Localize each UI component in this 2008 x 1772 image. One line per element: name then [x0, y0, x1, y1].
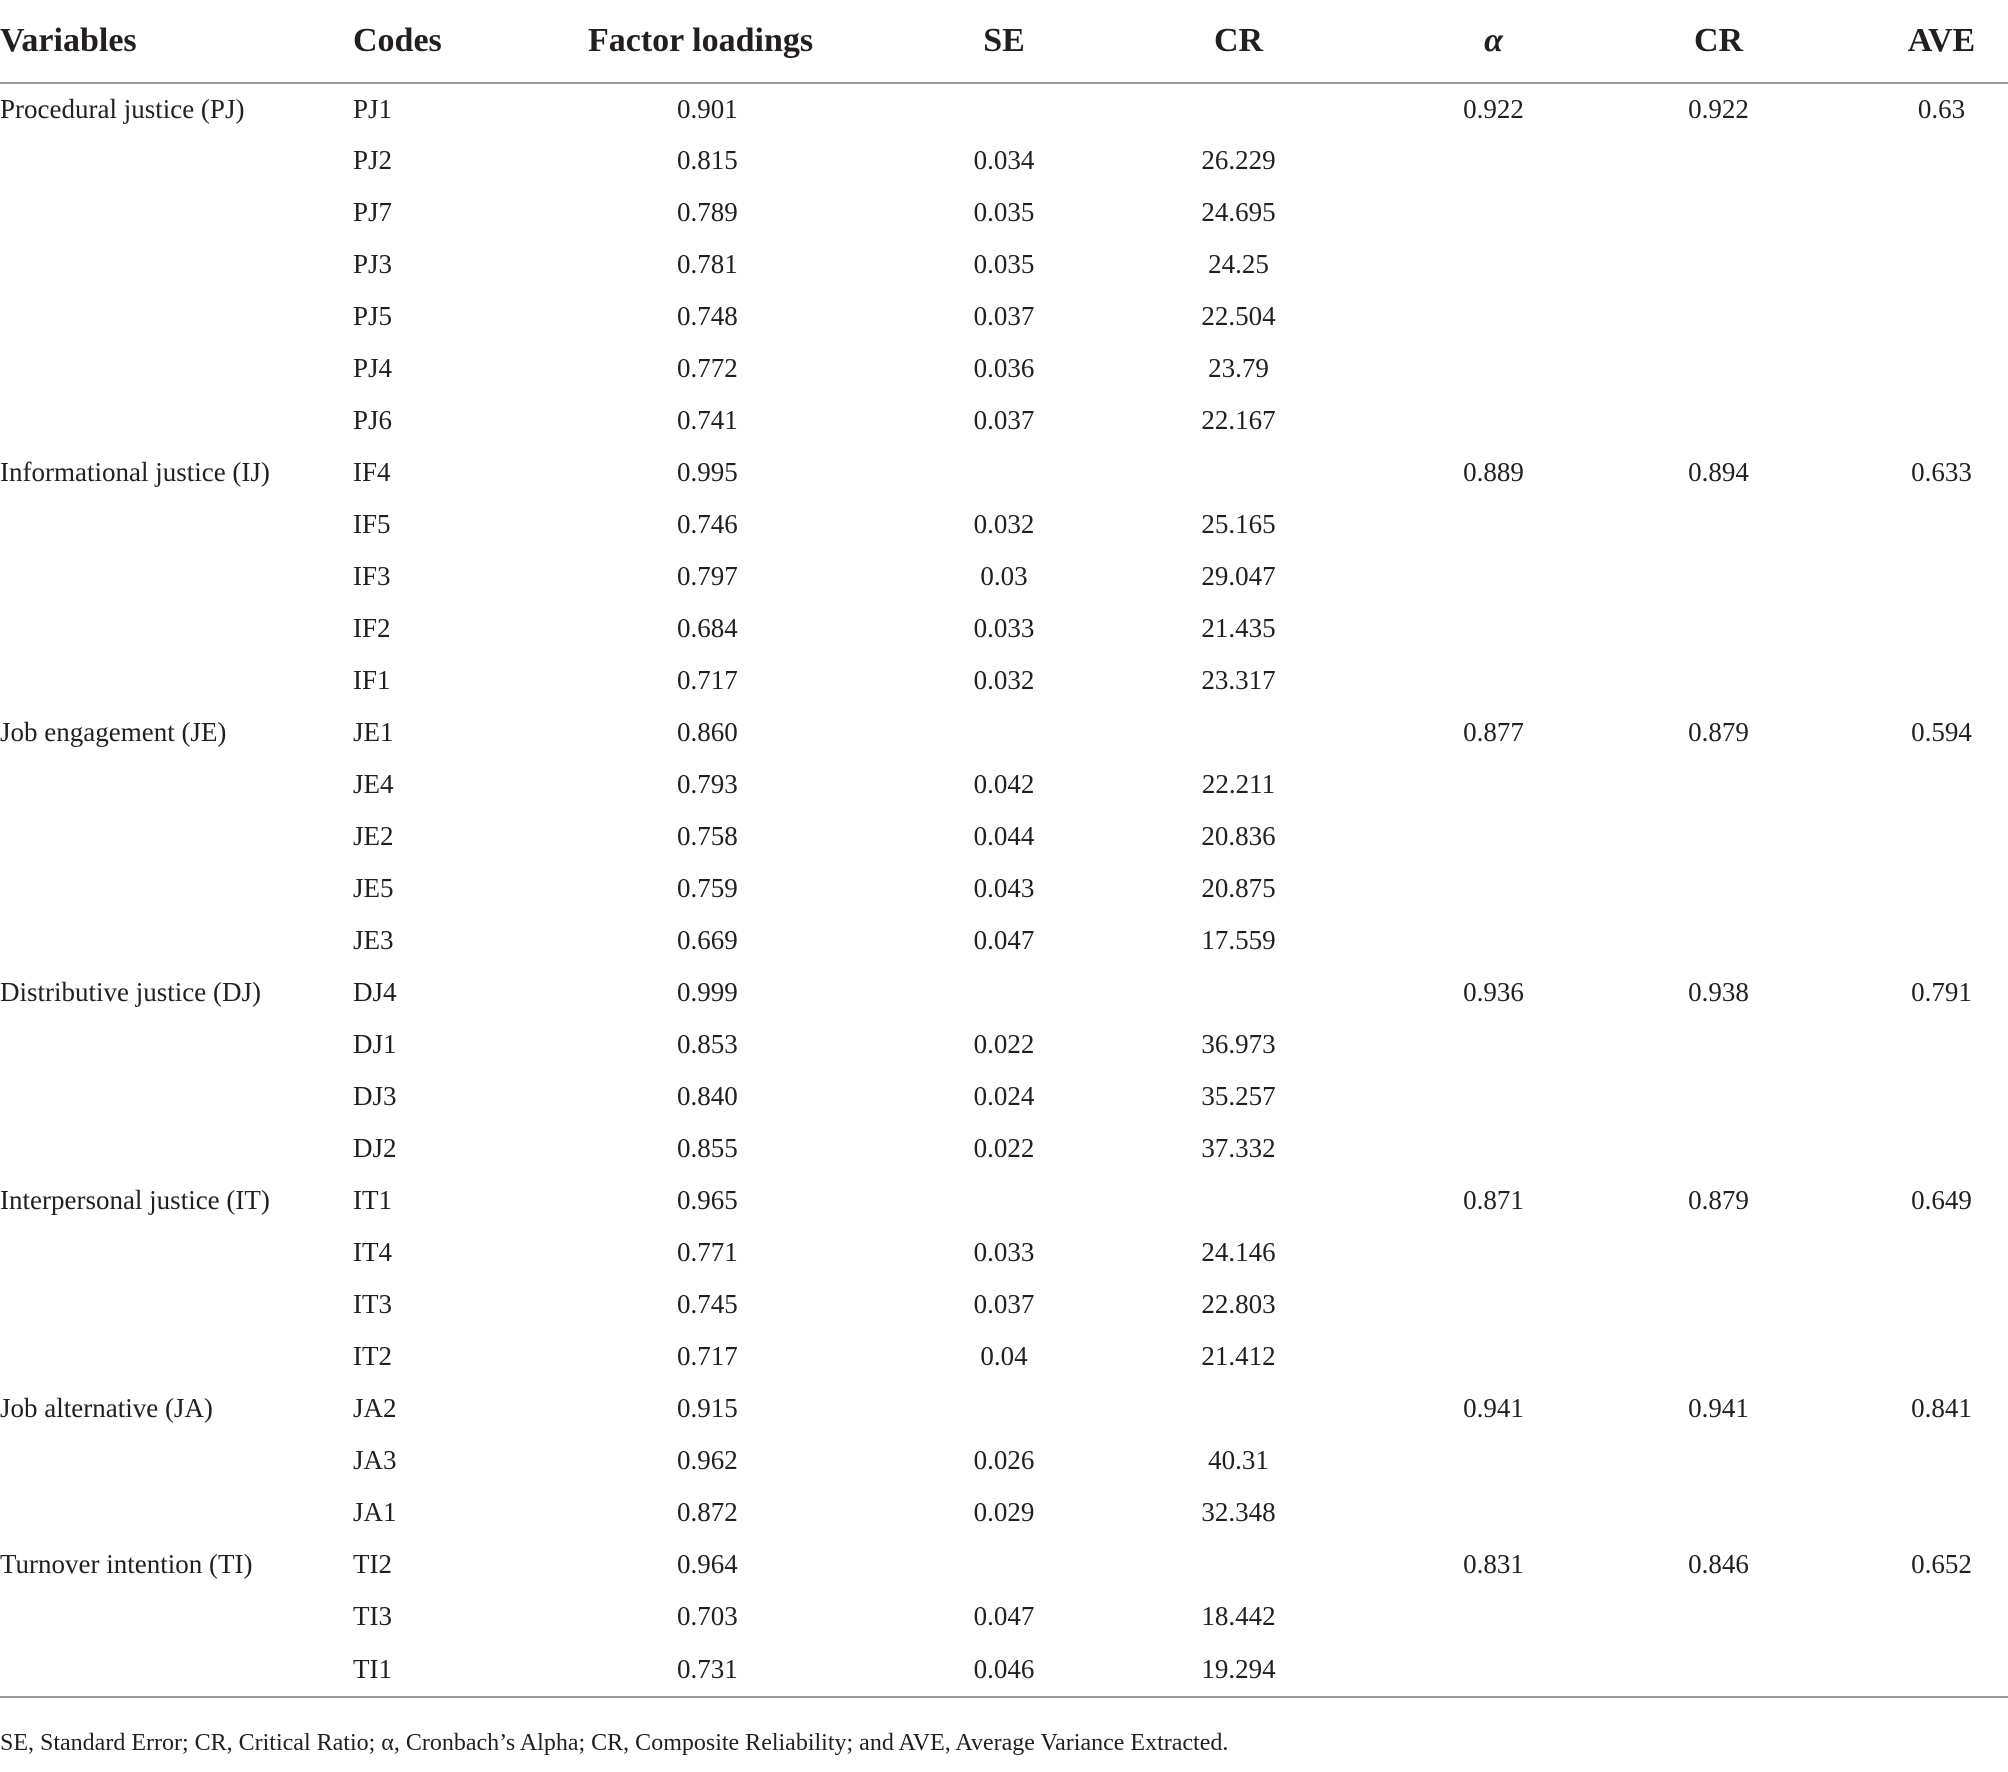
factor-loading-cell: 0.872	[677, 1496, 738, 1527]
code-cell: TI3	[353, 1600, 392, 1631]
code-cell: JE1	[353, 716, 394, 747]
ave-cell	[1785, 654, 2008, 706]
factor-loading-cell: 0.731	[570, 1642, 870, 1697]
table-row	[0, 1642, 2008, 1697]
composite-reliability-cell: 0.938	[1688, 976, 1749, 1007]
composite-reliability-cell: 0.894	[1688, 456, 1749, 487]
critical-ratio-cell: 32.348	[1201, 1496, 1276, 1527]
alpha-cell	[1355, 862, 1580, 914]
factor-loading-cell: 0.746	[677, 508, 738, 539]
composite-reliability-cell	[1580, 1486, 1785, 1538]
alpha-cell	[1355, 394, 1580, 446]
se-cell	[870, 1174, 1070, 1226]
table-row	[0, 1434, 2008, 1486]
critical-ratio-cell: 24.25	[1208, 248, 1269, 279]
table-row	[0, 186, 2008, 238]
header-variables: Variables	[0, 0, 340, 83]
variable-cell	[0, 602, 340, 654]
table-row	[0, 1174, 2008, 1226]
code-cell: IT2	[353, 1340, 392, 1371]
critical-ratio-cell: 23.79	[1208, 352, 1269, 383]
critical-ratio-cell: 37.332	[1201, 1132, 1276, 1163]
composite-reliability-cell	[1580, 810, 1785, 862]
code-cell: PJ3	[353, 248, 393, 279]
factor-loading-cell: 0.901	[677, 93, 738, 124]
critical-ratio-cell: 20.875	[1201, 872, 1276, 903]
composite-reliability-cell	[1580, 1330, 1785, 1382]
alpha-cell	[1355, 1434, 1580, 1486]
alpha-cell	[1355, 914, 1580, 966]
header-factor-loadings: Factor loadings	[570, 0, 870, 83]
alpha-cell: 0.889	[1463, 456, 1524, 487]
code-cell: PJ1	[353, 93, 393, 124]
code-cell: IT3	[353, 1288, 392, 1319]
se-cell: 0.047	[973, 1600, 1035, 1631]
code-cell: JA2	[353, 1392, 397, 1423]
alpha-cell: 0.936	[1463, 976, 1524, 1007]
variable-cell	[0, 1070, 340, 1122]
table-row	[0, 342, 2008, 394]
critical-ratio-cell: 22.167	[1201, 404, 1276, 435]
composite-reliability-cell: 0.941	[1688, 1392, 1749, 1423]
alpha-cell	[1355, 1486, 1580, 1538]
table-row	[0, 758, 2008, 810]
variable-cell	[0, 1122, 340, 1174]
table-row	[0, 1590, 2008, 1642]
variable-cell	[0, 342, 340, 394]
se-cell: 0.029	[973, 1496, 1035, 1527]
variable-cell: Procedural justice (PJ)	[0, 93, 245, 124]
se-cell: 0.026	[973, 1444, 1035, 1475]
composite-reliability-cell	[1580, 498, 1785, 550]
ave-cell	[1785, 394, 2008, 446]
variable-cell	[0, 1434, 340, 1486]
factor-loading-cell: 0.995	[677, 456, 738, 487]
composite-reliability-cell	[1580, 394, 1785, 446]
code-cell: JE3	[353, 924, 394, 955]
factor-loading-cell: 0.855	[677, 1132, 738, 1163]
alpha-cell	[1355, 238, 1580, 290]
code-cell: PJ5	[353, 300, 393, 331]
alpha-cell	[1355, 810, 1580, 862]
variable-cell	[0, 134, 340, 186]
variable-cell: Distributive justice (DJ)	[0, 976, 261, 1007]
ave-cell: 0.652	[1911, 1548, 1972, 1579]
table-row	[0, 290, 2008, 342]
factor-loading-cell: 0.964	[677, 1548, 738, 1579]
factor-loading-cell: 0.669	[677, 924, 738, 955]
critical-ratio-cell: 26.229	[1201, 144, 1276, 175]
variable-cell	[0, 1330, 340, 1382]
factor-loading-cell: 0.793	[677, 768, 738, 799]
se-cell: 0.035	[973, 196, 1035, 227]
composite-reliability-cell	[1580, 1226, 1785, 1278]
se-cell: 0.03	[980, 560, 1028, 591]
composite-reliability-cell	[1580, 134, 1785, 186]
composite-reliability-cell	[1580, 654, 1785, 706]
alpha-cell	[1355, 602, 1580, 654]
se-cell: 0.044	[973, 820, 1035, 851]
composite-reliability-cell	[1580, 602, 1785, 654]
header-composite-reliability: CR	[1580, 0, 1785, 83]
code-cell: JE4	[353, 768, 394, 799]
se-cell: 0.037	[973, 1288, 1035, 1319]
ave-cell: 0.791	[1911, 976, 1972, 1007]
composite-reliability-cell	[1580, 1278, 1785, 1330]
alpha-cell	[1355, 498, 1580, 550]
composite-reliability-cell	[1580, 1122, 1785, 1174]
code-cell: IT4	[353, 1236, 392, 1267]
composite-reliability-cell	[1580, 290, 1785, 342]
alpha-cell	[1355, 1070, 1580, 1122]
factor-loading-cell: 0.789	[677, 196, 738, 227]
table-row	[0, 1226, 2008, 1278]
table-row	[0, 706, 2008, 758]
code-cell: PJ7	[353, 196, 393, 227]
factor-loading-cell: 0.745	[677, 1288, 738, 1319]
se-cell: 0.047	[973, 924, 1035, 955]
table-row	[0, 1070, 2008, 1122]
alpha-cell: 0.831	[1463, 1548, 1524, 1579]
ave-cell	[1785, 1486, 2008, 1538]
factor-loading-cell: 0.840	[677, 1080, 738, 1111]
composite-reliability-cell: 0.879	[1688, 1184, 1749, 1215]
factor-loading-cell: 0.703	[677, 1600, 738, 1631]
factor-loading-cell: 0.965	[677, 1184, 738, 1215]
factor-loading-cell: 0.758	[677, 820, 738, 851]
code-cell: IT1	[353, 1184, 392, 1215]
ave-cell	[1785, 758, 2008, 810]
code-cell: DJ1	[353, 1028, 397, 1059]
se-cell	[870, 83, 1070, 134]
variable-cell	[0, 238, 340, 290]
alpha-cell	[1355, 134, 1580, 186]
ave-cell	[1785, 1590, 2008, 1642]
critical-ratio-cell: 22.803	[1201, 1288, 1276, 1319]
alpha-cell	[1355, 1278, 1580, 1330]
code-cell: IF5	[353, 508, 391, 539]
variable-cell	[0, 1018, 340, 1070]
alpha-cell	[1355, 1122, 1580, 1174]
ave-cell	[1785, 186, 2008, 238]
ave-cell	[1785, 134, 2008, 186]
critical-ratio-cell	[1070, 966, 1355, 1018]
composite-reliability-cell	[1580, 1590, 1785, 1642]
code-cell: IF3	[353, 560, 391, 591]
critical-ratio-cell: 36.973	[1201, 1028, 1276, 1059]
ave-cell: 0.594	[1911, 716, 1972, 747]
table-row	[0, 914, 2008, 966]
composite-reliability-cell: 0.879	[1688, 716, 1749, 747]
critical-ratio-cell: 19.294	[1070, 1642, 1355, 1697]
code-cell: TI1	[340, 1642, 570, 1697]
variable-cell	[0, 654, 340, 706]
composite-reliability-cell	[1580, 342, 1785, 394]
table-row	[0, 238, 2008, 290]
critical-ratio-cell: 24.695	[1201, 196, 1276, 227]
factor-loading-cell: 0.781	[677, 248, 738, 279]
variable-cell: Interpersonal justice (IT)	[0, 1184, 270, 1215]
alpha-cell	[1355, 1330, 1580, 1382]
ave-cell	[1785, 1278, 2008, 1330]
se-cell	[870, 706, 1070, 758]
code-cell: DJ4	[353, 976, 397, 1007]
critical-ratio-cell: 22.504	[1201, 300, 1276, 331]
code-cell: IF1	[353, 664, 391, 695]
ave-cell	[1785, 810, 2008, 862]
ave-cell	[1785, 862, 2008, 914]
se-cell: 0.035	[973, 248, 1035, 279]
factor-loading-cell: 0.772	[677, 352, 738, 383]
variable-cell	[0, 394, 340, 446]
se-cell: 0.037	[973, 404, 1035, 435]
critical-ratio-cell	[1070, 1382, 1355, 1434]
table-header	[0, 0, 2008, 83]
table-row	[0, 1122, 2008, 1174]
factor-loading-cell: 0.759	[677, 872, 738, 903]
factor-loading-cell: 0.717	[677, 1340, 738, 1371]
ave-cell	[1785, 1226, 2008, 1278]
table-row	[0, 654, 2008, 706]
variable-cell	[0, 498, 340, 550]
code-cell: DJ2	[353, 1132, 397, 1163]
alpha-cell: 0.877	[1463, 716, 1524, 747]
ave-cell: 0.649	[1911, 1184, 1972, 1215]
se-cell: 0.036	[973, 352, 1035, 383]
factor-loading-cell: 0.717	[677, 664, 738, 695]
variable-cell: Job engagement (JE)	[0, 716, 227, 747]
composite-reliability-cell	[1580, 914, 1785, 966]
ave-cell: 0.633	[1911, 456, 1972, 487]
composite-reliability-cell	[1580, 1018, 1785, 1070]
code-cell: DJ3	[353, 1080, 397, 1111]
composite-reliability-cell	[1580, 1642, 1785, 1697]
se-cell	[870, 966, 1070, 1018]
critical-ratio-cell	[1070, 706, 1355, 758]
critical-ratio-cell: 24.146	[1201, 1236, 1276, 1267]
alpha-cell	[1355, 1018, 1580, 1070]
alpha-cell	[1355, 1590, 1580, 1642]
alpha-cell	[1355, 654, 1580, 706]
variable-cell: Informational justice (IJ)	[0, 456, 270, 487]
table-row	[0, 1018, 2008, 1070]
ave-cell	[1785, 238, 2008, 290]
se-cell: 0.034	[973, 144, 1035, 175]
composite-reliability-cell	[1580, 186, 1785, 238]
se-cell: 0.022	[973, 1028, 1035, 1059]
table-row	[0, 1486, 2008, 1538]
composite-reliability-cell: 0.922	[1688, 93, 1749, 124]
variable-cell: Job alternative (JA)	[0, 1392, 213, 1423]
se-cell: 0.04	[980, 1340, 1028, 1371]
critical-ratio-cell: 25.165	[1201, 508, 1276, 539]
factor-loading-cell: 0.684	[677, 612, 738, 643]
critical-ratio-cell	[1070, 446, 1355, 498]
ave-cell	[1785, 498, 2008, 550]
alpha-cell	[1355, 186, 1580, 238]
critical-ratio-cell	[1070, 1538, 1355, 1590]
header-alpha: α	[1355, 0, 1580, 83]
se-cell: 0.033	[973, 612, 1035, 643]
critical-ratio-cell	[1070, 1174, 1355, 1226]
ave-cell	[1785, 290, 2008, 342]
table-row	[0, 498, 2008, 550]
code-cell: IF4	[353, 456, 391, 487]
factor-loading-cell: 0.999	[677, 976, 738, 1007]
ave-cell	[1785, 602, 2008, 654]
critical-ratio-cell: 40.31	[1208, 1444, 1269, 1475]
variable-cell	[0, 1278, 340, 1330]
table-row	[0, 1330, 2008, 1382]
critical-ratio-cell: 20.836	[1201, 820, 1276, 851]
variable-cell: Turnover intention (TI)	[0, 1548, 253, 1579]
alpha-cell	[1355, 758, 1580, 810]
critical-ratio-cell: 17.559	[1201, 924, 1276, 955]
composite-reliability-cell	[1580, 238, 1785, 290]
critical-ratio-cell: 21.412	[1201, 1340, 1276, 1371]
se-cell: 0.043	[973, 872, 1035, 903]
composite-reliability-cell: 0.846	[1688, 1548, 1749, 1579]
ave-cell: 0.841	[1911, 1392, 1972, 1423]
table-row	[0, 810, 2008, 862]
ave-cell	[1785, 914, 2008, 966]
header-critical-ratio: CR	[1070, 0, 1355, 83]
factor-loading-cell: 0.962	[677, 1444, 738, 1475]
ave-cell	[1785, 1070, 2008, 1122]
code-cell: JA1	[353, 1496, 397, 1527]
composite-reliability-cell	[1580, 1070, 1785, 1122]
factor-loading-cell: 0.915	[677, 1392, 738, 1423]
code-cell: PJ4	[353, 352, 393, 383]
variable-cell	[0, 914, 340, 966]
critical-ratio-cell: 23.317	[1201, 664, 1276, 695]
factor-loading-cell: 0.860	[677, 716, 738, 747]
se-cell: 0.046	[870, 1642, 1070, 1697]
critical-ratio-cell: 35.257	[1201, 1080, 1276, 1111]
critical-ratio-cell: 29.047	[1201, 560, 1276, 591]
table-row	[0, 1538, 2008, 1590]
se-cell	[870, 446, 1070, 498]
se-cell: 0.032	[973, 508, 1035, 539]
table-body	[0, 83, 2008, 1697]
se-cell	[870, 1382, 1070, 1434]
code-cell: IF2	[353, 612, 391, 643]
table-row	[0, 1278, 2008, 1330]
factor-loading-cell: 0.771	[677, 1236, 738, 1267]
variable-cell	[0, 758, 340, 810]
code-cell: PJ2	[353, 144, 393, 175]
factor-loading-cell: 0.748	[677, 300, 738, 331]
variable-cell	[0, 186, 340, 238]
se-cell: 0.024	[973, 1080, 1035, 1111]
se-cell: 0.042	[973, 768, 1035, 799]
variable-cell	[0, 810, 340, 862]
ave-cell	[1785, 1122, 2008, 1174]
table-row	[0, 602, 2008, 654]
table-row	[0, 966, 2008, 1018]
factor-loading-cell: 0.797	[677, 560, 738, 591]
alpha-cell: 0.871	[1463, 1184, 1524, 1215]
alpha-cell	[1355, 550, 1580, 602]
ave-cell	[1785, 1642, 2008, 1697]
factor-loading-cell: 0.815	[677, 144, 738, 175]
critical-ratio-cell	[1070, 83, 1355, 134]
variable-cell	[0, 290, 340, 342]
ave-cell	[1785, 1018, 2008, 1070]
critical-ratio-cell: 21.435	[1201, 612, 1276, 643]
se-cell: 0.033	[973, 1236, 1035, 1267]
code-cell: JA3	[353, 1444, 397, 1475]
table-footnote: SE, Standard Error; CR, Critical Ratio; α, Cronbach’s Alpha; CR, Composite Reliability; and AVE, Average Variance Extracted.	[0, 1730, 1229, 1756]
alpha-cell	[1355, 290, 1580, 342]
composite-reliability-cell	[1580, 758, 1785, 810]
factor-loading-cell: 0.853	[677, 1028, 738, 1059]
variable-cell	[0, 1590, 340, 1642]
se-cell: 0.022	[973, 1132, 1035, 1163]
critical-ratio-cell: 18.442	[1201, 1600, 1276, 1631]
code-cell: JE2	[353, 820, 394, 851]
header-se: SE	[870, 0, 1070, 83]
se-cell	[870, 1538, 1070, 1590]
se-cell: 0.032	[973, 664, 1035, 695]
header-codes: Codes	[340, 0, 570, 83]
variable-cell	[0, 1226, 340, 1278]
alpha-cell	[1355, 1642, 1580, 1697]
composite-reliability-cell	[1580, 862, 1785, 914]
critical-ratio-cell: 22.211	[1201, 768, 1276, 799]
table-row	[0, 134, 2008, 186]
variable-cell	[0, 1642, 340, 1697]
composite-reliability-cell	[1580, 1434, 1785, 1486]
table-row	[0, 446, 2008, 498]
table-row	[0, 550, 2008, 602]
ave-cell	[1785, 1330, 2008, 1382]
header-row	[0, 0, 2008, 83]
alpha-cell	[1355, 1226, 1580, 1278]
code-cell: JE5	[353, 872, 394, 903]
header-ave: AVE	[1785, 0, 2008, 83]
ave-cell	[1785, 550, 2008, 602]
factor-loading-cell: 0.741	[677, 404, 738, 435]
table-row	[0, 1382, 2008, 1434]
variable-cell	[0, 1486, 340, 1538]
table-row	[0, 83, 2008, 134]
table-row	[0, 862, 2008, 914]
variable-cell	[0, 862, 340, 914]
alpha-cell: 0.941	[1463, 1392, 1524, 1423]
ave-cell	[1785, 342, 2008, 394]
code-cell: PJ6	[353, 404, 393, 435]
composite-reliability-cell	[1580, 550, 1785, 602]
se-cell: 0.037	[973, 300, 1035, 331]
ave-cell: 0.63	[1917, 93, 1966, 124]
ave-cell	[1785, 1434, 2008, 1486]
alpha-cell: 0.922	[1463, 93, 1524, 124]
code-cell: TI2	[353, 1548, 392, 1579]
alpha-cell	[1355, 342, 1580, 394]
table-row	[0, 394, 2008, 446]
variable-cell	[0, 550, 340, 602]
